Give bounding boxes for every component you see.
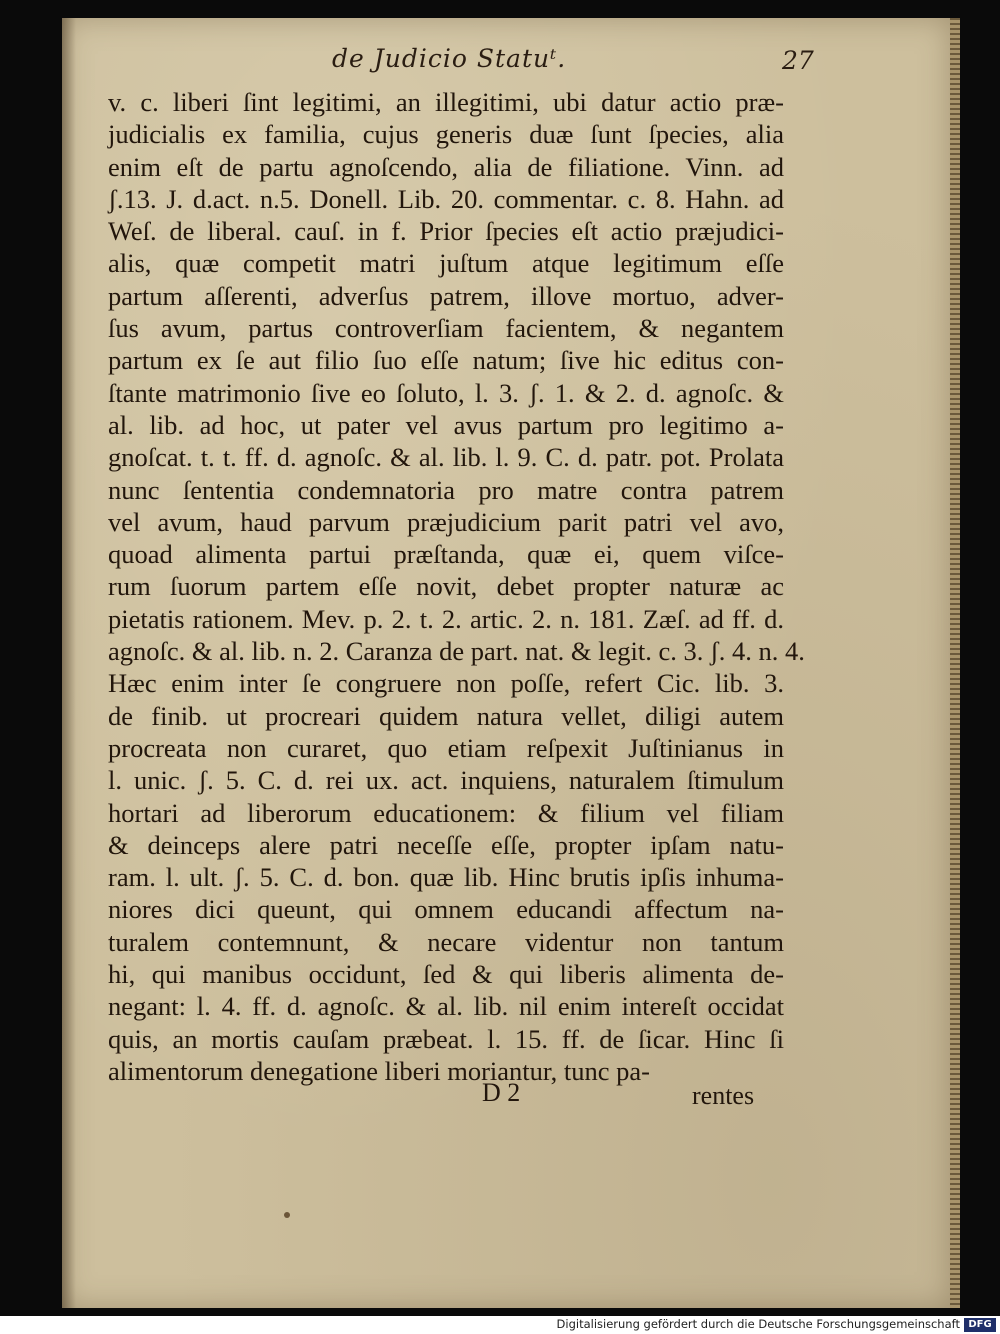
text-line: nunc ſententia condemnatoria pro matre contra patrem: [108, 474, 784, 505]
text-line: ſtante matrimonio ſive eo ſoluto, l. 3. ʃ. 1. & 2. d. agnoſc. &: [108, 377, 784, 408]
text-line: ʃ.13. J. d.act. n.5. Donell. Lib. 20. commentar. c. 8. Hahn. ad: [108, 183, 784, 214]
body-text: [108, 86, 805, 1087]
text-line: negant: l. 4. ff. d. agnoſc. & al. lib. nil enim intereſt occidat: [108, 991, 784, 1022]
dfg-logo: DFG: [964, 1318, 996, 1332]
text-line: hortari ad liberorum educationem: & filium vel filiam: [108, 797, 784, 828]
funding-credit: Digitalisierung gefördert durch die Deutsche Forschungsgemeinschaft: [556, 1317, 960, 1331]
text-line: quoad alimenta partui præſtanda, quæ ei, quem viſce-: [108, 539, 784, 570]
text-line: alimentorum denegatione liberi moriantur, tunc pa-: [108, 1055, 651, 1086]
text-line: partum aſſerenti, adverſus patrem, illove mortuo, adver-: [108, 280, 784, 311]
text-line: alis, quæ competit matri juſtum atque legitimum eſſe: [108, 248, 784, 279]
text-line: quis, an mortis cauſam præbeat. l. 15. ff. de ſicar. Hinc ſi: [108, 1023, 784, 1054]
text-line: rum ſuorum partem eſſe novit, debet propter naturæ ac: [108, 571, 784, 602]
text-line: hi, qui manibus occidunt, ſed & qui liberis alimenta de-: [108, 959, 784, 990]
text-line: procreata non curaret, quo etiam reſpexit Juſtinianus in: [108, 732, 784, 763]
text-line: Weſ. de liberal. cauſ. in f. Prior ſpecies eſt actio præjudici-: [108, 216, 784, 247]
text-line: niores dici queunt, qui omnem educandi affectum na-: [108, 894, 784, 925]
footer-bar: [0, 1316, 1000, 1334]
page-edge: [950, 18, 960, 1308]
text-line: ram. l. ult. ʃ. 5. C. d. bon. quæ lib. Hinc brutis ipſis inhuma-: [108, 862, 784, 893]
book-page: [62, 18, 950, 1308]
text-line: de finib. ut procreari quidem natura vellet, diligi autem: [108, 700, 784, 731]
catchword: rentes: [692, 1081, 755, 1110]
text-line: & deinceps alere patri neceſſe eſſe, propter ipſam natu-: [108, 829, 784, 860]
signature-mark: D 2: [482, 1078, 521, 1107]
text-line: Hæc enim inter ſe congruere non poſſe, refert Cic. lib. 3.: [108, 668, 784, 699]
text-line: enim eſt de partu agnoſcendo, alia de filiatione. Vinn. ad: [108, 151, 784, 182]
text-line: agnoſc. & al. lib. n. 2. Caranza de part. nat. & legit. c. 3. ʃ. 4. n. 4.: [108, 636, 805, 667]
running-head: de Judicio Statuᵗ.: [332, 44, 567, 73]
text-line: v. c. liberi ſint legitimi, an illegitimi, ubi datur actio præ-: [108, 87, 784, 117]
text-line: al. lib. ad hoc, ut pater vel avus partum pro legitimo a-: [108, 409, 784, 440]
text-line: partum ex ſe aut filio ſuo eſſe natum; ſive hic editus con-: [108, 345, 784, 376]
text-line: ſus avum, partus controverſiam facientem, & negantem: [108, 313, 784, 344]
page-number: 27: [782, 46, 814, 75]
text-line: pietatis rationem. Mev. p. 2. t. 2. artic. 2. n. 181. Zæſ. ad ff. d.: [108, 603, 784, 634]
text-line: l. unic. ʃ. 5. C. d. rei ux. act. inquiens, naturalem ſtimulum: [108, 765, 784, 796]
text-line: turalem contemnunt, & necare videntur non tantum: [108, 926, 784, 957]
page-spine-shadow: [62, 18, 76, 1308]
text-line: judicialis ex familia, cujus generis duæ ſunt ſpecies, alia: [108, 119, 784, 150]
paper-speck: [284, 1212, 290, 1218]
text-line: vel avum, haud parvum præjudicium parit patri vel avo,: [108, 506, 784, 537]
text-line: gnoſcat. t. t. ff. d. agnoſc. & al. lib. l. 9. C. d. patr. pot. Prolata: [108, 442, 784, 473]
